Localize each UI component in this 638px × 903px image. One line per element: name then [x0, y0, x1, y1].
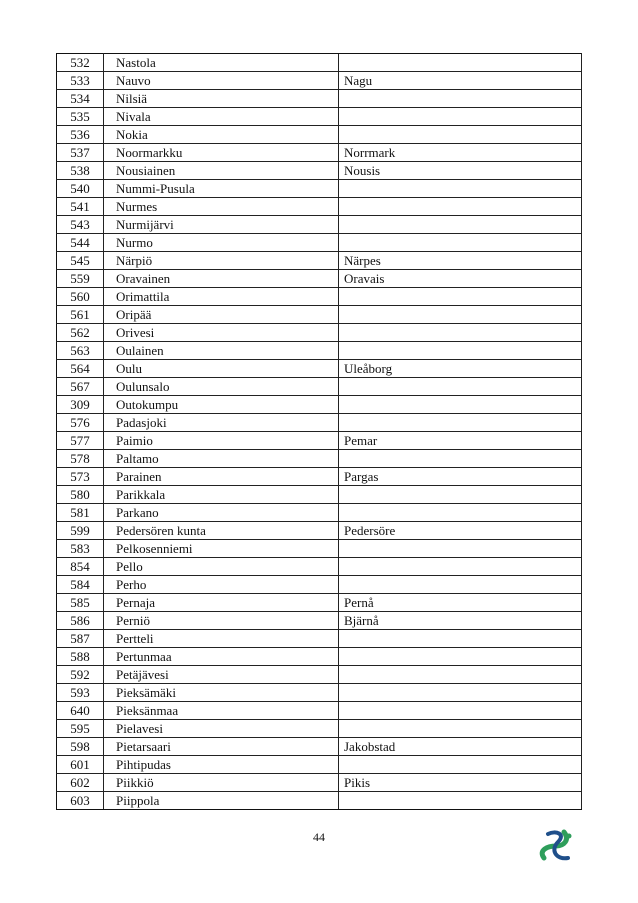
table-row: [57, 414, 582, 432]
table-row: [57, 234, 582, 252]
table-row: [57, 252, 582, 270]
table-row: [57, 432, 582, 450]
swedish-name: Närpes: [339, 252, 582, 270]
table-row: [57, 648, 582, 666]
swedish-name: Pedersöre: [339, 522, 582, 540]
swedish-name: [339, 90, 582, 108]
finnish-name: Nivala: [104, 108, 339, 126]
municipality-code: 586: [57, 612, 104, 630]
table-row: [57, 180, 582, 198]
swedish-name: Nousis: [339, 162, 582, 180]
swedish-name: Pemar: [339, 432, 582, 450]
municipality-code: 576: [57, 414, 104, 432]
municipality-code: 580: [57, 486, 104, 504]
municipality-code: 545: [57, 252, 104, 270]
municipality-code: 640: [57, 702, 104, 720]
table-row: [57, 324, 582, 342]
finnish-name: Pielavesi: [104, 720, 339, 738]
finnish-name: Orimattila: [104, 288, 339, 306]
finnish-name: Parikkala: [104, 486, 339, 504]
swedish-name: [339, 702, 582, 720]
finnish-name: Pello: [104, 558, 339, 576]
municipality-code: 540: [57, 180, 104, 198]
logo-icon: [536, 828, 576, 864]
table-row: [57, 630, 582, 648]
municipality-code: 573: [57, 468, 104, 486]
municipality-code: 587: [57, 630, 104, 648]
finnish-name: Paimio: [104, 432, 339, 450]
municipality-code: 593: [57, 684, 104, 702]
municipality-code: 595: [57, 720, 104, 738]
table-row: [57, 378, 582, 396]
swedish-name: Nagu: [339, 72, 582, 90]
finnish-name: Padasjoki: [104, 414, 339, 432]
swedish-name: [339, 540, 582, 558]
municipality-code: 601: [57, 756, 104, 774]
municipality-code: 533: [57, 72, 104, 90]
swedish-name: Pernå: [339, 594, 582, 612]
finnish-name: Nauvo: [104, 72, 339, 90]
finnish-name: Pihtipudas: [104, 756, 339, 774]
finnish-name: Oulu: [104, 360, 339, 378]
swedish-name: Jakobstad: [339, 738, 582, 756]
municipality-code: 309: [57, 396, 104, 414]
finnish-name: Nousiainen: [104, 162, 339, 180]
table-row: [57, 54, 582, 72]
finnish-name: Parainen: [104, 468, 339, 486]
table-row: [57, 450, 582, 468]
swedish-name: [339, 756, 582, 774]
swedish-name: Uleåborg: [339, 360, 582, 378]
table-row: [57, 342, 582, 360]
swedish-name: [339, 216, 582, 234]
finnish-name: Närpiö: [104, 252, 339, 270]
finnish-name: Noormarkku: [104, 144, 339, 162]
finnish-name: Perniö: [104, 612, 339, 630]
swedish-name: Bjärnå: [339, 612, 582, 630]
finnish-name: Orivesi: [104, 324, 339, 342]
table-row: [57, 162, 582, 180]
swedish-name: [339, 648, 582, 666]
table-row: [57, 90, 582, 108]
page-number: 44: [313, 830, 325, 844]
finnish-name: Pertunmaa: [104, 648, 339, 666]
municipality-code: 599: [57, 522, 104, 540]
swedish-name: [339, 684, 582, 702]
table-row: [57, 144, 582, 162]
municipality-code: 592: [57, 666, 104, 684]
municipality-code: 602: [57, 774, 104, 792]
swedish-name: [339, 180, 582, 198]
table-row: [57, 270, 582, 288]
municipality-code: 588: [57, 648, 104, 666]
finnish-name: Paltamo: [104, 450, 339, 468]
municipality-code: 559: [57, 270, 104, 288]
finnish-name: Pedersören kunta: [104, 522, 339, 540]
swedish-name: [339, 378, 582, 396]
table-row: [57, 792, 582, 810]
table-row: [57, 198, 582, 216]
swedish-name: [339, 486, 582, 504]
finnish-name: Nurmo: [104, 234, 339, 252]
municipality-code: 581: [57, 504, 104, 522]
municipality-code: 535: [57, 108, 104, 126]
swedish-name: [339, 666, 582, 684]
swedish-name: [339, 396, 582, 414]
swedish-name: Oravais: [339, 270, 582, 288]
finnish-name: Nilsiä: [104, 90, 339, 108]
swedish-name: [339, 234, 582, 252]
municipality-code: 564: [57, 360, 104, 378]
table-row: [57, 774, 582, 792]
municipality-code: 598: [57, 738, 104, 756]
table-row: [57, 126, 582, 144]
finnish-name: Pertteli: [104, 630, 339, 648]
swedish-name: [339, 342, 582, 360]
municipality-code: 854: [57, 558, 104, 576]
municipality-code: 536: [57, 126, 104, 144]
swedish-name: [339, 324, 582, 342]
finnish-name: Pieksämäki: [104, 684, 339, 702]
finnish-name: Nurmes: [104, 198, 339, 216]
finnish-name: Petäjävesi: [104, 666, 339, 684]
table-row: [57, 612, 582, 630]
municipality-code: 583: [57, 540, 104, 558]
municipality-code: 563: [57, 342, 104, 360]
table-row: [57, 522, 582, 540]
table-row: [57, 216, 582, 234]
finnish-name: Outokumpu: [104, 396, 339, 414]
swedish-name: [339, 450, 582, 468]
swedish-name: [339, 198, 582, 216]
municipality-code: 532: [57, 54, 104, 72]
swedish-name: [339, 126, 582, 144]
municipality-code: 537: [57, 144, 104, 162]
swedish-name: [339, 504, 582, 522]
finnish-name: Parkano: [104, 504, 339, 522]
municipality-code: 577: [57, 432, 104, 450]
table-row: [57, 504, 582, 522]
finnish-name: Oulunsalo: [104, 378, 339, 396]
finnish-name: Nastola: [104, 54, 339, 72]
finnish-name: Nurmijärvi: [104, 216, 339, 234]
municipality-code: 538: [57, 162, 104, 180]
table-row: [57, 360, 582, 378]
table-row: [57, 540, 582, 558]
swedish-name: [339, 54, 582, 72]
municipality-code: 561: [57, 306, 104, 324]
finnish-name: Nummi-Pusula: [104, 180, 339, 198]
swedish-name: [339, 576, 582, 594]
table-row: [57, 108, 582, 126]
table-row: [57, 486, 582, 504]
swedish-name: Norrmark: [339, 144, 582, 162]
municipality-code: 603: [57, 792, 104, 810]
finnish-name: Oravainen: [104, 270, 339, 288]
municipality-table: [56, 53, 582, 810]
finnish-name: Pietarsaari: [104, 738, 339, 756]
swedish-name: [339, 288, 582, 306]
finnish-name: Pieksänmaa: [104, 702, 339, 720]
municipality-code: 543: [57, 216, 104, 234]
municipality-code: 560: [57, 288, 104, 306]
swedish-name: Pargas: [339, 468, 582, 486]
swedish-name: [339, 108, 582, 126]
municipality-code: 578: [57, 450, 104, 468]
swedish-name: [339, 720, 582, 738]
table-row: [57, 72, 582, 90]
finnish-name: Nokia: [104, 126, 339, 144]
table-row: [57, 288, 582, 306]
table-body: [57, 54, 582, 810]
municipality-code: 534: [57, 90, 104, 108]
finnish-name: Perho: [104, 576, 339, 594]
swedish-name: Pikis: [339, 774, 582, 792]
table-row: [57, 684, 582, 702]
table-row: [57, 702, 582, 720]
finnish-name: Piikkiö: [104, 774, 339, 792]
finnish-name: Piippola: [104, 792, 339, 810]
table-row: [57, 576, 582, 594]
municipality-code: 585: [57, 594, 104, 612]
finnish-name: Oulainen: [104, 342, 339, 360]
table-row: [57, 666, 582, 684]
municipality-code: 544: [57, 234, 104, 252]
finnish-name: Pernaja: [104, 594, 339, 612]
logo-dot: [567, 834, 572, 839]
table-row: [57, 306, 582, 324]
table-row: [57, 594, 582, 612]
finnish-name: Pelkosenniemi: [104, 540, 339, 558]
swedish-name: [339, 792, 582, 810]
table-row: [57, 468, 582, 486]
table-row: [57, 558, 582, 576]
swedish-name: [339, 630, 582, 648]
municipality-code: 562: [57, 324, 104, 342]
swedish-name: [339, 414, 582, 432]
municipality-code: 584: [57, 576, 104, 594]
municipality-code: 541: [57, 198, 104, 216]
finnish-name: Oripää: [104, 306, 339, 324]
swedish-name: [339, 558, 582, 576]
table-row: [57, 396, 582, 414]
municipality-code: 567: [57, 378, 104, 396]
swedish-name: [339, 306, 582, 324]
table-row: [57, 738, 582, 756]
table-row: [57, 756, 582, 774]
table-row: [57, 720, 582, 738]
